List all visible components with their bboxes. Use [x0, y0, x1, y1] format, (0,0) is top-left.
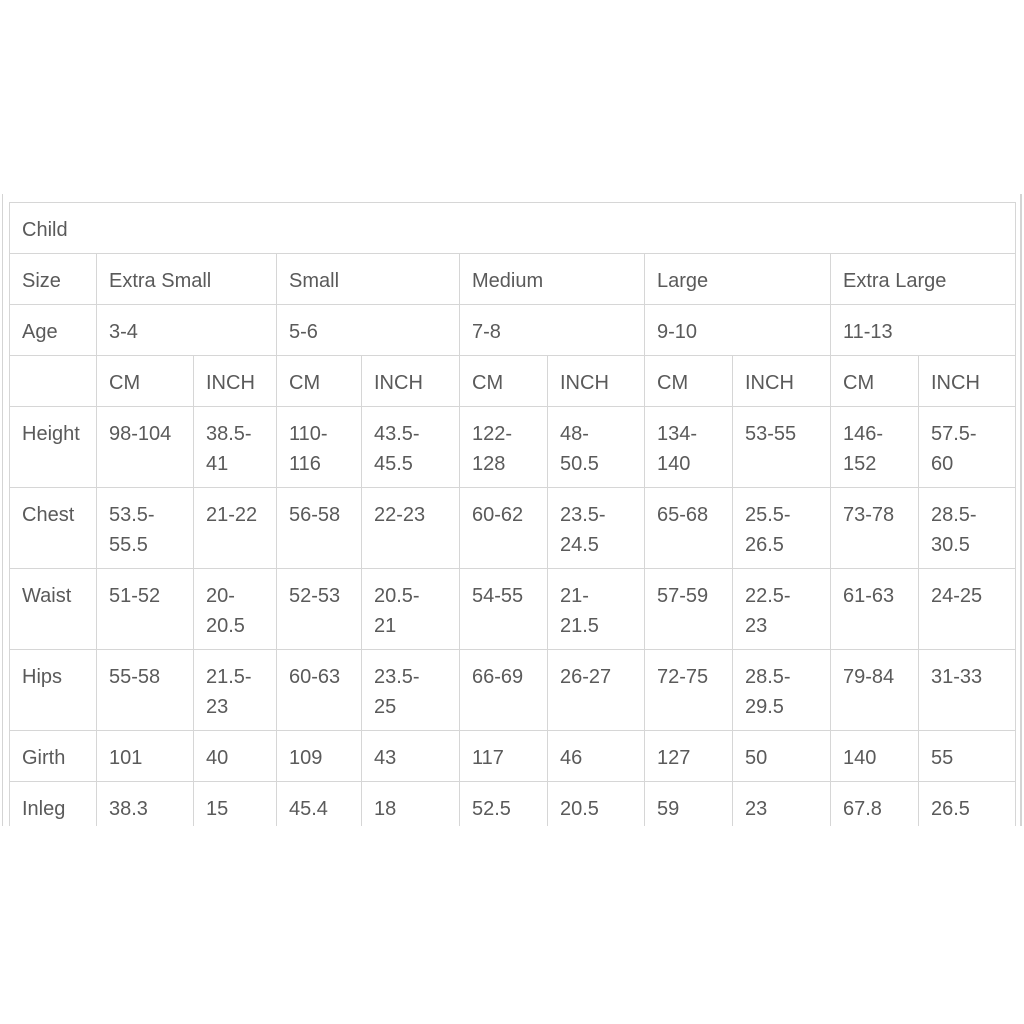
size-label: Size: [10, 254, 97, 305]
cell-value-line: 50: [745, 747, 768, 769]
row-label: Girth: [10, 731, 97, 782]
unit-header: CM: [831, 356, 919, 407]
measurement-cell: [919, 569, 1016, 650]
measurement-cell: [645, 650, 733, 731]
measurement-cell: [645, 782, 733, 827]
measurement-cell: [277, 650, 362, 731]
measurement-cell: [460, 650, 548, 731]
cell-value-line: 43: [374, 747, 397, 769]
measurement-cell: [831, 488, 919, 569]
unit-header: INCH: [733, 356, 831, 407]
age-medium: 7-8: [460, 305, 645, 356]
age-small: 5-6: [277, 305, 460, 356]
table-caption: Child: [10, 203, 1016, 254]
size-medium: Medium: [460, 254, 645, 305]
child-size-table: [9, 202, 1016, 826]
measurement-cell: [645, 488, 733, 569]
measurement-cell: [733, 782, 831, 827]
measurement-cell: [362, 407, 460, 488]
size-large: Large: [645, 254, 831, 305]
cell-value-line: 55: [931, 747, 954, 769]
cell-value-line: 21.5-: [206, 666, 252, 688]
cell-value-line: 40: [206, 747, 229, 769]
cell-value-line: 56-58: [289, 504, 341, 526]
cell-value-line: 41: [206, 453, 229, 475]
unit-header: INCH: [548, 356, 645, 407]
cell-value-line: 51-52: [109, 585, 161, 607]
age-large: 9-10: [645, 305, 831, 356]
measurement-cell: [362, 731, 460, 782]
cell-value-line: 23: [745, 615, 768, 637]
unit-header: CM: [460, 356, 548, 407]
cell-value-line: 57.5-: [931, 423, 977, 445]
cell-value-line: 28.5-: [931, 504, 977, 526]
frame-left-border: [2, 194, 3, 826]
cell-value-line: 59: [657, 798, 680, 820]
cell-value-line: 73-78: [843, 504, 895, 526]
measurement-cell: [831, 407, 919, 488]
cell-value-line: 67.8: [843, 798, 882, 820]
caption-row: [10, 203, 1016, 254]
measurement-cell: [277, 407, 362, 488]
cell-value-line: 38.5-: [206, 423, 252, 445]
measurement-cell: [362, 488, 460, 569]
cell-value-line: 61-63: [843, 585, 895, 607]
table-body: [10, 203, 1016, 827]
cell-value-line: 152: [843, 453, 877, 475]
size-small: Small: [277, 254, 460, 305]
cell-value-line: 38.3: [109, 798, 148, 820]
age-row: [10, 305, 1016, 356]
measurement-cell: [277, 488, 362, 569]
measurement-cell: [831, 782, 919, 827]
measurement-row-girth: [10, 731, 1016, 782]
cell-value-line: 24.5: [560, 534, 599, 556]
cell-value-line: 20.5: [206, 615, 245, 637]
measurement-row-chest: [10, 488, 1016, 569]
cell-value-line: 60-63: [289, 666, 341, 688]
size-chart-frame: [0, 194, 1024, 826]
cell-value-line: 22-23: [374, 504, 426, 526]
cell-value-line: 109: [289, 747, 323, 769]
measurement-cell: [645, 407, 733, 488]
cell-value-line: 52.5: [472, 798, 511, 820]
measurement-cell: [460, 731, 548, 782]
cell-value-line: 57-59: [657, 585, 709, 607]
cell-value-line: 72-75: [657, 666, 709, 688]
measurement-cell: [194, 407, 277, 488]
measurement-cell: [733, 569, 831, 650]
measurement-cell: [548, 488, 645, 569]
measurement-cell: [919, 407, 1016, 488]
measurement-cell: [277, 731, 362, 782]
cell-value-line: 55.5: [109, 534, 148, 556]
cell-value-line: 54-55: [472, 585, 524, 607]
cell-value-line: 101: [109, 747, 143, 769]
cell-value-line: 60-62: [472, 504, 524, 526]
cell-value-line: 21.5: [560, 615, 599, 637]
measurement-cell: [548, 782, 645, 827]
measurement-cell: [548, 407, 645, 488]
cell-value-line: 53.5-: [109, 504, 155, 526]
measurement-row-height: [10, 407, 1016, 488]
measurement-cell: [362, 650, 460, 731]
cell-value-line: 15: [206, 798, 229, 820]
measurement-cell: [194, 650, 277, 731]
age-label: Age: [10, 305, 97, 356]
measurement-cell: [460, 569, 548, 650]
measurement-cell: [919, 782, 1016, 827]
cell-value-line: 21-: [560, 585, 589, 607]
measurement-cell: [97, 488, 194, 569]
measurement-cell: [97, 731, 194, 782]
cell-value-line: 23: [206, 696, 229, 718]
cell-value-line: 116: [289, 453, 321, 475]
size-extra-small: Extra Small: [97, 254, 277, 305]
unit-header: INCH: [194, 356, 277, 407]
cell-value-line: 20-: [206, 585, 235, 607]
measurement-cell: [733, 407, 831, 488]
cell-value-line: 48-: [560, 423, 589, 445]
unit-row-blank-cell: [10, 356, 97, 407]
measurement-cell: [460, 488, 548, 569]
measurement-cell: [645, 569, 733, 650]
cell-value-line: 20.5-: [374, 585, 420, 607]
measurement-row-hips: [10, 650, 1016, 731]
age-extra-large: 11-13: [831, 305, 1016, 356]
frame-right-border: [1020, 194, 1022, 826]
measurement-cell: [919, 650, 1016, 731]
measurement-cell: [919, 488, 1016, 569]
cell-value-line: 65-68: [657, 504, 709, 526]
measurement-cell: [548, 731, 645, 782]
row-label: Hips: [10, 650, 97, 731]
measurement-cell: [733, 488, 831, 569]
cell-value-line: 23.5-: [560, 504, 606, 526]
measurement-cell: [97, 782, 194, 827]
row-label: Inleg: [10, 782, 97, 827]
cell-value-line: 31-33: [931, 666, 983, 688]
cell-value-line: 122-: [472, 423, 513, 445]
measurement-cell: [362, 569, 460, 650]
cell-value-line: 25.5-: [745, 504, 791, 526]
row-label: Waist: [10, 569, 97, 650]
row-label: Chest: [10, 488, 97, 569]
cell-value-line: 140: [657, 453, 691, 475]
cell-value-line: 79-84: [843, 666, 895, 688]
cell-value-line: 23.5-: [374, 666, 420, 688]
measurement-cell: [362, 782, 460, 827]
cell-value-line: 98-104: [109, 423, 172, 445]
cell-value-line: 50.5: [560, 453, 599, 475]
cell-value-line: 22.5-: [745, 585, 791, 607]
unit-header: CM: [645, 356, 733, 407]
cell-value-line: 28.5-: [745, 666, 791, 688]
cell-value-line: 128: [472, 453, 506, 475]
cell-value-line: 127: [657, 747, 691, 769]
unit-header: INCH: [362, 356, 460, 407]
cell-value-line: 46: [560, 747, 583, 769]
measurement-row-waist: [10, 569, 1016, 650]
cell-value-line: 26.5: [931, 798, 970, 820]
measurement-cell: [548, 650, 645, 731]
cell-value-line: 53-55: [745, 423, 797, 445]
cell-value-line: 110-: [289, 423, 328, 445]
cell-value-line: 25: [374, 696, 397, 718]
unit-header: CM: [277, 356, 362, 407]
age-extra-small: 3-4: [97, 305, 277, 356]
size-extra-large: Extra Large: [831, 254, 1016, 305]
cell-value-line: 21-22: [206, 504, 258, 526]
cell-value-line: 45.5: [374, 453, 413, 475]
unit-header: CM: [97, 356, 194, 407]
cell-value-line: 45.4: [289, 798, 328, 820]
cell-value-line: 52-53: [289, 585, 341, 607]
size-row: [10, 254, 1016, 305]
cell-value-line: 23: [745, 798, 768, 820]
cell-value-line: 66-69: [472, 666, 524, 688]
measurement-cell: [919, 731, 1016, 782]
cell-value-line: 21: [374, 615, 397, 637]
measurement-cell: [97, 407, 194, 488]
measurement-cell: [645, 731, 733, 782]
measurement-cell: [277, 782, 362, 827]
cell-value-line: 26-27: [560, 666, 612, 688]
cell-value-line: 18: [374, 798, 397, 820]
cell-value-line: 43.5-: [374, 423, 420, 445]
cell-value-line: 60: [931, 453, 954, 475]
measurement-cell: [194, 731, 277, 782]
unit-row: [10, 356, 1016, 407]
measurement-row-inleg: [10, 782, 1016, 827]
measurement-cell: [194, 488, 277, 569]
measurement-cell: [460, 407, 548, 488]
measurement-cell: [460, 782, 548, 827]
measurement-cell: [194, 782, 277, 827]
measurement-cell: [831, 731, 919, 782]
measurement-cell: [97, 650, 194, 731]
cell-value-line: 140: [843, 747, 877, 769]
unit-header: INCH: [919, 356, 1016, 407]
cell-value-line: 146-: [843, 423, 884, 445]
measurement-cell: [277, 569, 362, 650]
cell-value-line: 55-58: [109, 666, 161, 688]
cell-value-line: 30.5: [931, 534, 970, 556]
cell-value-line: 20.5: [560, 798, 599, 820]
cell-value-line: 26.5: [745, 534, 784, 556]
cell-value-line: 29.5: [745, 696, 784, 718]
measurement-cell: [548, 569, 645, 650]
cell-value-line: 134-: [657, 423, 698, 445]
measurement-cell: [733, 650, 831, 731]
measurement-cell: [733, 731, 831, 782]
cell-value-line: 117: [472, 747, 504, 769]
measurement-cell: [194, 569, 277, 650]
measurement-cell: [831, 569, 919, 650]
measurement-cell: [831, 650, 919, 731]
cell-value-line: 24-25: [931, 585, 983, 607]
measurement-cell: [97, 569, 194, 650]
row-label: Height: [10, 407, 97, 488]
